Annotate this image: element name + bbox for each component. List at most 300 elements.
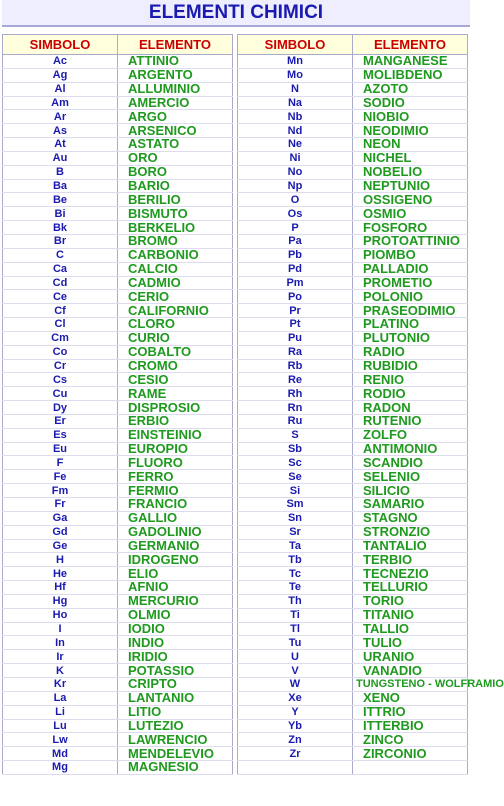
table-row	[238, 511, 468, 525]
table-row	[3, 442, 233, 456]
element-name: ERBIO	[118, 414, 233, 428]
element-symbol: Am	[3, 96, 118, 110]
element-name: CARBONIO	[118, 248, 233, 262]
element-symbol: Sm	[238, 498, 353, 512]
element-symbol: La	[3, 691, 118, 705]
table-row	[3, 636, 233, 650]
element-name: PALLADIO	[353, 262, 468, 276]
element-symbol: Cr	[3, 359, 118, 373]
element-symbol: H	[3, 553, 118, 567]
element-name: RUBIDIO	[353, 359, 468, 373]
element-symbol: N	[238, 82, 353, 96]
element-name: TUNGSTENO - WOLFRAMIO	[353, 677, 468, 691]
table-row	[3, 110, 233, 124]
element-symbol: Re	[238, 373, 353, 387]
element-symbol: S	[238, 428, 353, 442]
table-row	[238, 387, 468, 401]
table-row	[238, 345, 468, 359]
element-name: ARGENTO	[118, 68, 233, 82]
element-symbol: K	[3, 664, 118, 678]
element-symbol: Rn	[238, 401, 353, 415]
table-row	[3, 567, 233, 581]
table-row	[238, 401, 468, 415]
element-symbol: Rb	[238, 359, 353, 373]
element-name: FLUORO	[118, 456, 233, 470]
table-row	[238, 747, 468, 761]
element-name: LANTANIO	[118, 691, 233, 705]
element-name: ARSENICO	[118, 124, 233, 138]
table-row	[3, 401, 233, 415]
element-name: IDROGENO	[118, 553, 233, 567]
element-symbol: Nd	[238, 124, 353, 138]
table-row	[3, 387, 233, 401]
element-symbol: Si	[238, 484, 353, 498]
element-name: URANIO	[353, 650, 468, 664]
table-row	[238, 304, 468, 318]
element-symbol: Eu	[3, 442, 118, 456]
element-name: LUTEZIO	[118, 719, 233, 733]
table-row	[238, 331, 468, 345]
element-name: SELENIO	[353, 470, 468, 484]
table-row	[238, 428, 468, 442]
table-row	[238, 193, 468, 207]
table-row	[238, 221, 468, 235]
element-symbol: Pb	[238, 248, 353, 262]
table-row	[3, 650, 233, 664]
table-row	[3, 608, 233, 622]
element-name: TELLURIO	[353, 581, 468, 595]
column-header-symbol: SIMBOLO	[3, 35, 118, 55]
element-name: ASTATO	[118, 138, 233, 152]
element-symbol: Lu	[3, 719, 118, 733]
table-row	[3, 733, 233, 747]
table-row	[3, 484, 233, 498]
element-name: VANADIO	[353, 664, 468, 678]
element-symbol: Ni	[238, 151, 353, 165]
table-row	[3, 761, 233, 775]
element-symbol: Y	[238, 705, 353, 719]
element-symbol: Hg	[3, 594, 118, 608]
table-row	[238, 691, 468, 705]
element-symbol: Mn	[238, 55, 353, 69]
element-symbol: Al	[3, 82, 118, 96]
element-name: TALLIO	[353, 622, 468, 636]
table-row	[3, 318, 233, 332]
element-name: RADON	[353, 401, 468, 415]
element-name: BERILIO	[118, 193, 233, 207]
table-row	[238, 55, 468, 69]
table-row	[238, 124, 468, 138]
element-name: TITANIO	[353, 608, 468, 622]
element-symbol: Sb	[238, 442, 353, 456]
element-name: IRIDIO	[118, 650, 233, 664]
element-symbol: In	[3, 636, 118, 650]
element-symbol: No	[238, 165, 353, 179]
element-symbol: C	[3, 248, 118, 262]
element-symbol: Th	[238, 594, 353, 608]
element-name: CERIO	[118, 290, 233, 304]
element-symbol: Ra	[238, 345, 353, 359]
element-name: ALLUMINIO	[118, 82, 233, 96]
element-symbol: Fr	[3, 498, 118, 512]
table-row	[3, 414, 233, 428]
element-name: FOSFORO	[353, 221, 468, 235]
element-symbol: He	[3, 567, 118, 581]
element-symbol: Ho	[3, 608, 118, 622]
element-name: DISPROSIO	[118, 401, 233, 415]
element-name: STRONZIO	[353, 525, 468, 539]
table-row	[238, 677, 468, 691]
element-name: LAWRENCIO	[118, 733, 233, 747]
element-symbol: Es	[3, 428, 118, 442]
table-row	[3, 498, 233, 512]
table-row	[3, 138, 233, 152]
element-symbol: Ba	[3, 179, 118, 193]
element-symbol: Cd	[3, 276, 118, 290]
element-symbol: O	[238, 193, 353, 207]
element-symbol: Co	[3, 345, 118, 359]
table-row	[3, 581, 233, 595]
table-row	[238, 664, 468, 678]
table-row	[3, 373, 233, 387]
element-symbol: I	[3, 622, 118, 636]
table-row	[238, 138, 468, 152]
element-name: INDIO	[118, 636, 233, 650]
element-name: TECNEZIO	[353, 567, 468, 581]
table-row	[238, 525, 468, 539]
element-symbol: Zr	[238, 747, 353, 761]
table-row	[238, 498, 468, 512]
element-symbol: B	[3, 165, 118, 179]
element-symbol: Sc	[238, 456, 353, 470]
element-name: TORIO	[353, 594, 468, 608]
element-name: ORO	[118, 151, 233, 165]
element-name: GADOLINIO	[118, 525, 233, 539]
element-symbol: Tu	[238, 636, 353, 650]
element-name: FERRO	[118, 470, 233, 484]
element-name: GALLIO	[118, 511, 233, 525]
table-row	[238, 234, 468, 248]
table-row	[238, 719, 468, 733]
table-row	[238, 373, 468, 387]
table-row	[238, 553, 468, 567]
table-row	[3, 428, 233, 442]
element-symbol: Be	[3, 193, 118, 207]
elements-table-right	[237, 34, 504, 775]
column-header-element: ELEMENTO	[118, 35, 233, 55]
element-name: NOBELIO	[353, 165, 468, 179]
element-name: BISMUTO	[118, 207, 233, 221]
element-symbol: Li	[3, 705, 118, 719]
element-symbol: Bi	[3, 207, 118, 221]
element-name: MENDELEVIO	[118, 747, 233, 761]
element-name: ZINCO	[353, 733, 468, 747]
element-symbol: Pr	[238, 304, 353, 318]
table-header-row	[3, 35, 233, 55]
element-symbol: Cm	[3, 331, 118, 345]
table-row	[3, 747, 233, 761]
element-symbol: Ca	[3, 262, 118, 276]
element-symbol: Ti	[238, 608, 353, 622]
element-name: SCANDIO	[353, 456, 468, 470]
element-name: OLMIO	[118, 608, 233, 622]
element-symbol: Te	[238, 581, 353, 595]
element-symbol: Zn	[238, 733, 353, 747]
element-symbol: Lw	[3, 733, 118, 747]
element-name: RADIO	[353, 345, 468, 359]
element-name: CURIO	[118, 331, 233, 345]
element-name: NEPTUNIO	[353, 179, 468, 193]
element-name: ATTINIO	[118, 55, 233, 69]
element-name: COBALTO	[118, 345, 233, 359]
table-row	[238, 705, 468, 719]
element-name: OSSIGENO	[353, 193, 468, 207]
element-name: EINSTEINIO	[118, 428, 233, 442]
element-symbol: Yb	[238, 719, 353, 733]
table-row	[238, 608, 468, 622]
table-row	[238, 290, 468, 304]
table-row	[3, 331, 233, 345]
element-symbol: F	[3, 456, 118, 470]
table-row	[238, 456, 468, 470]
table-row	[3, 456, 233, 470]
element-name: CLORO	[118, 318, 233, 332]
table-row	[3, 221, 233, 235]
table-row	[238, 622, 468, 636]
element-name: ELIO	[118, 567, 233, 581]
table-row	[3, 193, 233, 207]
table-row	[238, 262, 468, 276]
element-symbol: Gd	[3, 525, 118, 539]
table-row	[3, 262, 233, 276]
element-name: TERBIO	[353, 553, 468, 567]
element-name: PLUTONIO	[353, 331, 468, 345]
table-row	[3, 151, 233, 165]
table-row	[238, 567, 468, 581]
element-symbol: Ne	[238, 138, 353, 152]
element-symbol: Tb	[238, 553, 353, 567]
element-name: RENIO	[353, 373, 468, 387]
element-name: PROTOATTINIO	[353, 234, 468, 248]
element-symbol: As	[3, 124, 118, 138]
element-symbol: Tc	[238, 567, 353, 581]
element-name	[353, 761, 468, 775]
element-name: ZIRCONIO	[353, 747, 468, 761]
table-row	[238, 470, 468, 484]
element-name: MANGANESE	[353, 55, 468, 69]
element-name: CESIO	[118, 373, 233, 387]
table-row	[3, 179, 233, 193]
element-symbol: Fe	[3, 470, 118, 484]
element-name: AZOTO	[353, 82, 468, 96]
element-name: ITTRIO	[353, 705, 468, 719]
element-symbol: Sr	[238, 525, 353, 539]
table-row	[3, 677, 233, 691]
element-name: OSMIO	[353, 207, 468, 221]
table-row	[238, 179, 468, 193]
table-row	[3, 68, 233, 82]
table-row	[3, 96, 233, 110]
element-name: TANTALIO	[353, 539, 468, 553]
element-symbol: W	[238, 677, 353, 691]
element-name: MAGNESIO	[118, 761, 233, 775]
element-symbol: Bk	[3, 221, 118, 235]
element-name: GERMANIO	[118, 539, 233, 553]
element-symbol: Pm	[238, 276, 353, 290]
element-symbol: Tl	[238, 622, 353, 636]
table-row	[238, 96, 468, 110]
table-row	[238, 207, 468, 221]
table-row	[238, 581, 468, 595]
element-name: CALIFORNIO	[118, 304, 233, 318]
table-row	[238, 82, 468, 96]
table-row	[238, 761, 468, 775]
element-name: PLATINO	[353, 318, 468, 332]
table-row	[3, 470, 233, 484]
table-row	[3, 705, 233, 719]
element-name: RAME	[118, 387, 233, 401]
element-name: ITTERBIO	[353, 719, 468, 733]
element-symbol: Er	[3, 414, 118, 428]
table-row	[3, 691, 233, 705]
element-name: LITIO	[118, 705, 233, 719]
element-name: NICHEL	[353, 151, 468, 165]
table-row	[3, 165, 233, 179]
element-name: ZOLFO	[353, 428, 468, 442]
element-name: NEON	[353, 138, 468, 152]
element-name: FERMIO	[118, 484, 233, 498]
table-row	[3, 304, 233, 318]
element-symbol: Nb	[238, 110, 353, 124]
element-name: AMERCIO	[118, 96, 233, 110]
element-symbol: Ru	[238, 414, 353, 428]
element-name: SILICIO	[353, 484, 468, 498]
element-symbol: Ta	[238, 539, 353, 553]
element-name: CROMO	[118, 359, 233, 373]
element-name: AFNIO	[118, 581, 233, 595]
column-header-symbol: SIMBOLO	[238, 35, 353, 55]
element-name: ANTIMONIO	[353, 442, 468, 456]
element-symbol: Na	[238, 96, 353, 110]
table-row	[3, 525, 233, 539]
element-name: MOLIBDENO	[353, 68, 468, 82]
element-symbol: Pd	[238, 262, 353, 276]
element-symbol: Rh	[238, 387, 353, 401]
table-row	[3, 553, 233, 567]
table-row	[3, 82, 233, 96]
element-name: PROMETIO	[353, 276, 468, 290]
element-name: NIOBIO	[353, 110, 468, 124]
element-symbol: Pa	[238, 234, 353, 248]
element-symbol: Sn	[238, 511, 353, 525]
element-name: RODIO	[353, 387, 468, 401]
table-row	[238, 733, 468, 747]
table-row	[238, 68, 468, 82]
table-row	[238, 165, 468, 179]
element-symbol: Xe	[238, 691, 353, 705]
element-symbol: Md	[3, 747, 118, 761]
element-symbol: Ir	[3, 650, 118, 664]
element-name: TULIO	[353, 636, 468, 650]
element-name: PIOMBO	[353, 248, 468, 262]
table-row	[3, 719, 233, 733]
element-symbol: Np	[238, 179, 353, 193]
element-name: PRASEODIMIO	[353, 304, 468, 318]
table-row	[238, 110, 468, 124]
elements-table-left	[2, 34, 233, 775]
element-name: RUTENIO	[353, 414, 468, 428]
table-row	[238, 248, 468, 262]
table-row	[238, 414, 468, 428]
table-row	[238, 442, 468, 456]
element-name: BORO	[118, 165, 233, 179]
element-symbol: Os	[238, 207, 353, 221]
table-row	[3, 276, 233, 290]
table-row	[3, 594, 233, 608]
table-row	[238, 539, 468, 553]
element-name: CRIPTO	[118, 677, 233, 691]
element-symbol: Au	[3, 151, 118, 165]
element-name: STAGNO	[353, 511, 468, 525]
element-name: FRANCIO	[118, 498, 233, 512]
element-symbol: Mo	[238, 68, 353, 82]
element-symbol: U	[238, 650, 353, 664]
table-header-row	[238, 35, 468, 55]
element-symbol: V	[238, 664, 353, 678]
table-row	[238, 151, 468, 165]
element-symbol: Dy	[3, 401, 118, 415]
table-row	[3, 55, 233, 69]
table-row	[3, 207, 233, 221]
table-body-right	[238, 53, 504, 775]
element-name: POLONIO	[353, 290, 468, 304]
element-name: XENO	[353, 691, 468, 705]
element-symbol: Br	[3, 234, 118, 248]
table-row	[3, 359, 233, 373]
table-row	[238, 276, 468, 290]
element-symbol: At	[3, 138, 118, 152]
table-row	[3, 539, 233, 553]
element-symbol: Hf	[3, 581, 118, 595]
table-row	[3, 345, 233, 359]
table-row	[3, 622, 233, 636]
element-symbol: Ce	[3, 290, 118, 304]
element-name: SODIO	[353, 96, 468, 110]
table-row	[238, 359, 468, 373]
element-name: POTASSIO	[118, 664, 233, 678]
table-row	[3, 124, 233, 138]
table-row	[238, 650, 468, 664]
table-row	[3, 511, 233, 525]
column-header-element: ELEMENTO	[353, 35, 468, 55]
element-symbol: Ge	[3, 539, 118, 553]
element-name: NEODIMIO	[353, 124, 468, 138]
element-symbol: Po	[238, 290, 353, 304]
element-name: CALCIO	[118, 262, 233, 276]
element-symbol: P	[238, 221, 353, 235]
table-row	[3, 248, 233, 262]
element-name: IODIO	[118, 622, 233, 636]
element-symbol: Cu	[3, 387, 118, 401]
element-name: SAMARIO	[353, 498, 468, 512]
element-name: EUROPIO	[118, 442, 233, 456]
element-name: BROMO	[118, 234, 233, 248]
table-body-left	[3, 55, 233, 775]
element-symbol: Kr	[3, 677, 118, 691]
element-symbol: Se	[238, 470, 353, 484]
element-name: BERKELIO	[118, 221, 233, 235]
table-row	[3, 290, 233, 304]
